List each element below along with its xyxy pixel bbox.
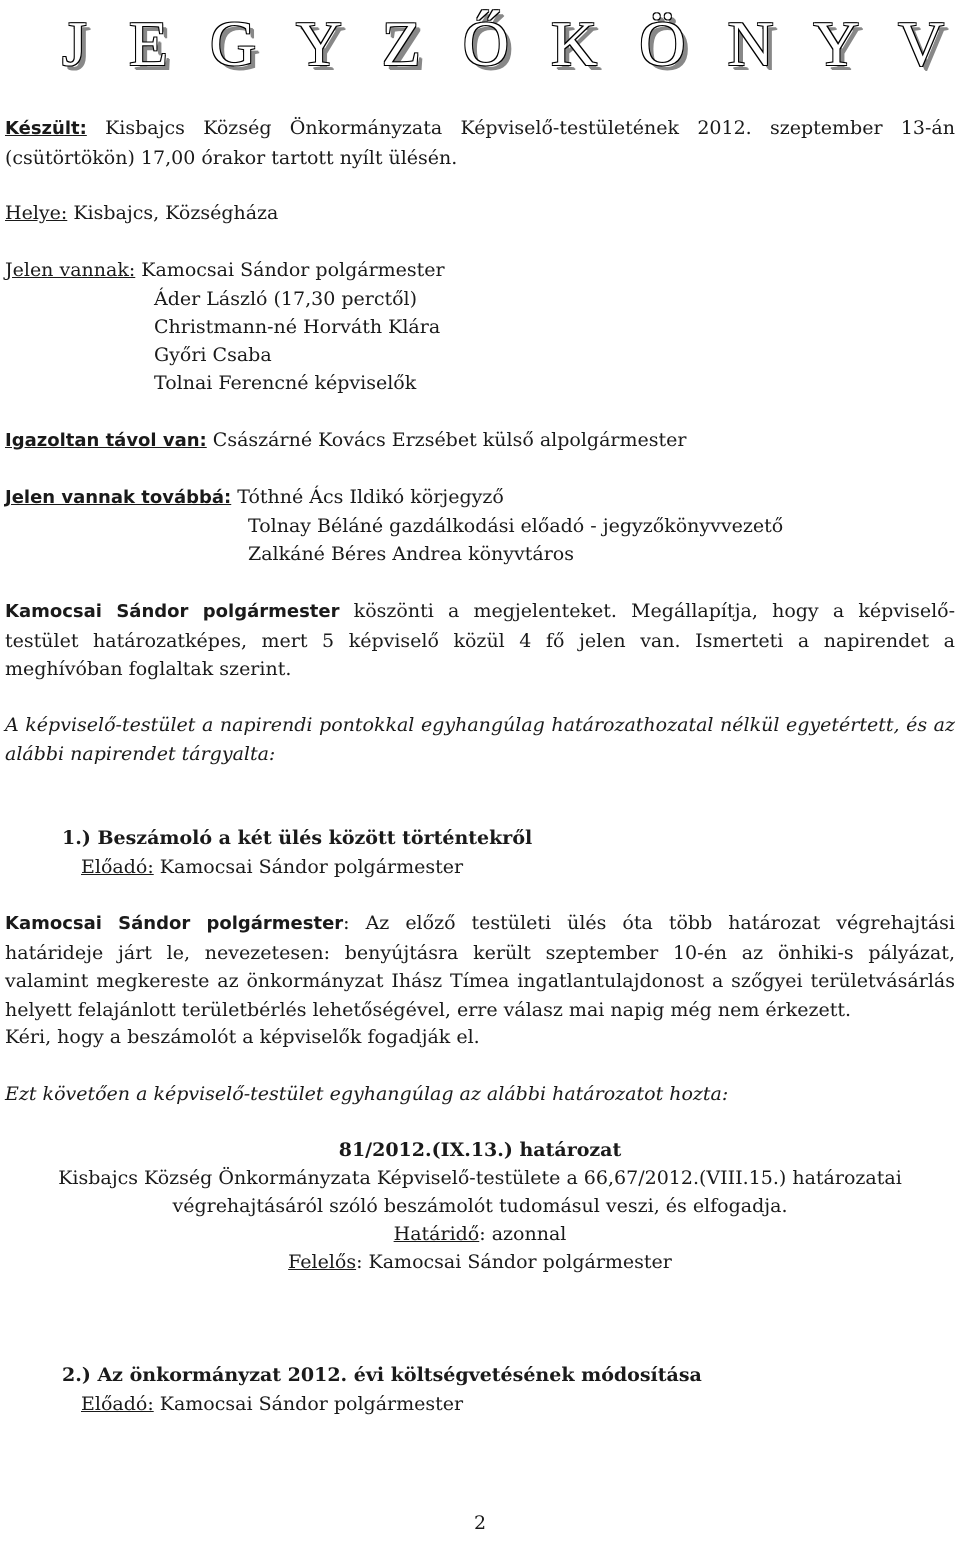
intro-text: köszönti a megjelenteket. Megállapítja, hogy a képviselő-testület határozatképes, mert 5 képviselő közül 4 fő jelen van. Ismerteti a napirendet a meghívóban foglaltak szerint. <box>5 600 956 680</box>
helye-label: Helye: <box>5 202 68 224</box>
resolution-title: 81/2012.(IX.13.) határozat <box>338 1139 622 1161</box>
item2-eloado-label: Előadó: <box>81 1393 154 1415</box>
jelen-member: Győri Csaba <box>154 344 272 366</box>
tovabba-member: Zalkáné Béres Andrea könyvtáros <box>248 543 574 565</box>
resolution-text-line2: végrehajtásáról szóló beszámolót tudomásul veszi, és elfogadja. <box>172 1195 788 1217</box>
keszult-label: Készült: <box>5 118 87 139</box>
jelen-member: Tolnai Ferencné képviselők <box>154 372 417 394</box>
tovabba-label: Jelen vannak továbbá: <box>5 487 232 508</box>
item1-eloado-line <box>81 853 463 882</box>
felelos-label: Felelős <box>288 1251 357 1273</box>
hatarido-label: Határidő <box>393 1223 480 1245</box>
felelos-line <box>0 1248 960 1277</box>
item1-eloado: Kamocsai Sándor polgármester <box>153 856 464 878</box>
item1-request: Kéri, hogy a beszámolót a képviselők fogadják el. <box>5 1026 480 1048</box>
helye-line <box>5 199 278 228</box>
jelen-member: Christmann-né Horváth Klára <box>154 316 441 338</box>
tovabba-line <box>5 483 504 513</box>
intro-name: Kamocsai Sándor polgármester <box>5 601 340 622</box>
item1-speech <box>5 909 955 1024</box>
tovabba-first: Tóthné Ács Ildikó körjegyző <box>231 486 504 508</box>
document-title: J E G Y Z Ő K Ö N Y V <box>62 8 958 79</box>
page-number: 2 <box>473 1512 487 1534</box>
napirend-note: A képviselő-testület a napirendi pontokkal egyhangúlag határozathozatal nélkül egyetértett, és az alábbi napirendet tárgyalta: <box>5 714 955 765</box>
jelen-member: Áder László (17,30 perctől) <box>154 288 418 310</box>
intro-paragraph <box>5 597 955 684</box>
item2-heading: 2.) Az önkormányzat 2012. évi költségvetésének módosítása <box>62 1364 702 1386</box>
jelen-line <box>5 256 445 285</box>
item1-speech-text: : Az előző testületi ülés óta több határozat végrehajtási határideje járt le, nevezetesen: benyújtásra került szeptember 10-én az önhiki-s pályázat, valamint megkereste az önkormányzat Ihász Tímea ingatlantulajdonost a szőgyei területvásárlás helyett felajánlott területbérlés lehetőségével, erre válasz mai napig még nem érkezett. <box>5 912 955 1021</box>
item1-heading: 1.) Beszámoló a két ülés között történtekről <box>62 827 533 849</box>
resolution-text-line1: Kisbajcs Község Önkormányzata Képviselő-testülete a 66,67/2012.(VIII.15.) határozatai <box>58 1167 902 1189</box>
igazoltan-text: Császárné Kovács Erzsébet külső alpolgármester <box>206 429 687 451</box>
helye-text: Kisbajcs, Községháza <box>67 202 279 224</box>
item1-vote-note: Ezt követően a képviselő-testület egyhangúlag az alábbi határozatot hozta: <box>5 1083 729 1105</box>
tovabba-member: Tolnay Béláné gazdálkodási előadó - jegyzőkönyvvezető <box>248 515 784 537</box>
item2-eloado-line <box>81 1390 463 1419</box>
igazoltan-line <box>5 426 686 456</box>
keszult-paragraph <box>5 114 955 172</box>
hatarido-line <box>0 1220 960 1249</box>
jelen-first: Kamocsai Sándor polgármester <box>135 259 445 281</box>
item2-eloado: Kamocsai Sándor polgármester <box>153 1393 464 1415</box>
felelos-value: : Kamocsai Sándor polgármester <box>356 1251 672 1273</box>
keszult-text: Kisbajcs Község Önkormányzata Képviselő-testületének 2012. szeptember 13-án (csütörtökön) 17,00 órakor tartott nyílt ülésén. <box>5 117 955 169</box>
hatarido-value: : azonnal <box>479 1223 567 1245</box>
igazoltan-label: Igazoltan távol van: <box>5 430 207 451</box>
item1-eloado-label: Előadó: <box>81 856 154 878</box>
item1-speaker: Kamocsai Sándor polgármester <box>5 913 344 934</box>
jelen-label: Jelen vannak: <box>5 259 136 281</box>
